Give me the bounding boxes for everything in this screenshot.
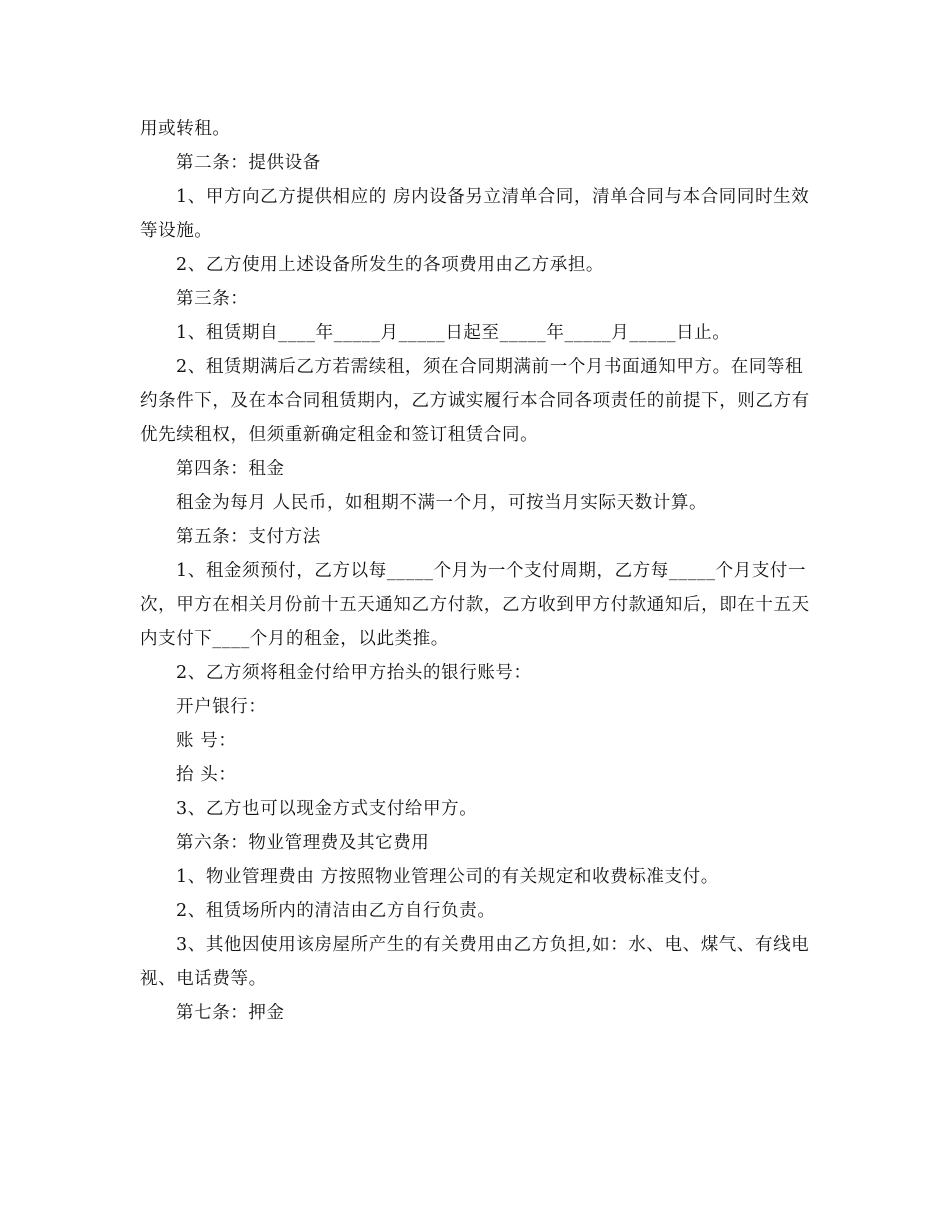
section-heading: 第二条：提供设备 (176, 153, 321, 173)
section-heading: 第七条：押金 (176, 1003, 285, 1023)
section-heading: 第三条： (176, 289, 249, 309)
paragraph: 3、乙方也可以现金方式支付给甲方。 (176, 799, 478, 819)
paragraph: 1、租金须预付，乙方以每_____个月为一个支付周期，乙方每_____个月支付一次，甲方在相关月份前十五天通知乙方付款，乙方收到甲方付款通知后，即在十五天内支付下____个月的租金，以此类推。 (140, 561, 810, 649)
paragraph: 3、其他因使用该房屋所产生的有关费用由乙方负担,如：水、电、煤气、有线电视、电话费等。 (140, 935, 810, 989)
section-heading: 第六条：物业管理费及其它费用 (176, 833, 430, 853)
account-field: 账 号： (176, 731, 237, 751)
paragraph: 2、租赁期满后乙方若需续租，须在合同期满前一个月书面通知甲方。在同等租约条件下，及在本合同租赁期内，乙方诚实履行本合同各项责任的前提下，则乙方有优先续租权，但须重新确定租金和签订租赁合同。 (140, 357, 810, 445)
paragraph: 2、租赁场所内的清洁由乙方自行负责。 (176, 901, 496, 921)
paragraph: 1、甲方向乙方提供相应的 房内设备另立清单合同，清单合同与本合同同时生效等设施。 (140, 187, 810, 241)
document-body (140, 112, 812, 1030)
paragraph: 2、乙方使用上述设备所发生的各项费用由乙方承担。 (176, 255, 605, 275)
paragraph: 用或转租。 (140, 119, 231, 139)
paragraph: 1、物业管理费由 方按照物业管理公司的有关规定和收费标准支付。 (176, 867, 719, 887)
section-heading: 第五条：支付方法 (176, 527, 321, 547)
section-heading: 第四条：租金 (176, 459, 285, 479)
paragraph: 2、乙方须将租金付给甲方抬头的银行账号： (176, 663, 532, 683)
payee-field: 抬 头： (176, 765, 237, 785)
bank-field: 开户银行： (176, 697, 267, 717)
paragraph: 1、租赁期自____年_____月_____日起至_____年_____月_____日止。 (176, 323, 731, 343)
paragraph: 租金为每月 人民币，如租期不满一个月，可按当月实际天数计算。 (176, 493, 708, 513)
